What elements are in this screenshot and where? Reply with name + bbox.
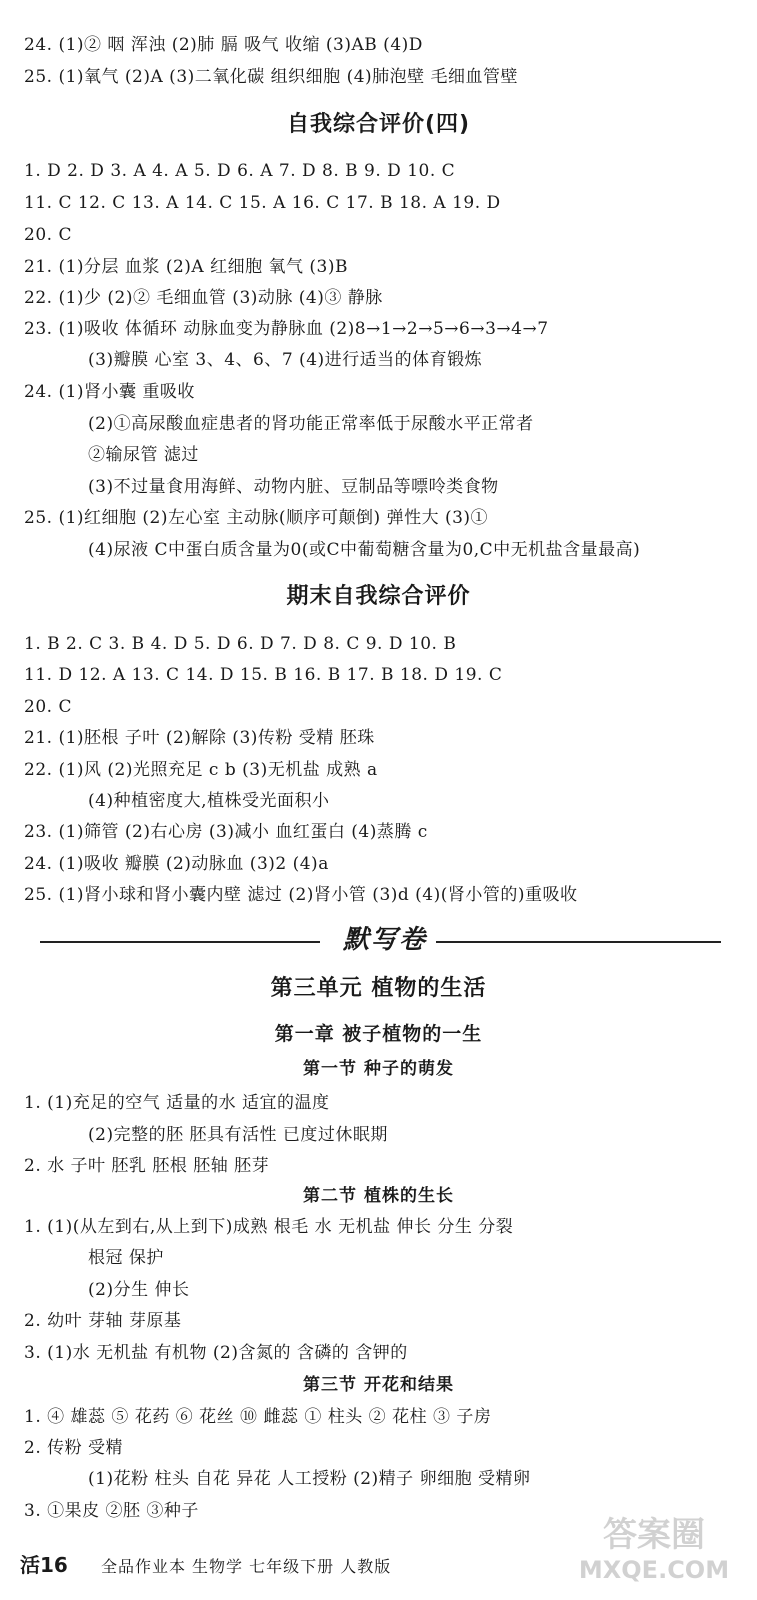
answer-line: 20. C [24,697,72,717]
section-divider [40,925,721,955]
answer-line: 22. (1)少 (2)② 毛细血管 (3)动脉 (4)③ 静脉 [24,288,383,308]
divider-line-left [40,941,320,943]
unit-title: 第三单元 植物的生活 [270,976,487,1001]
answer-line: 21. (1)分层 血浆 (2)A 红细胞 氧气 (3)B [24,257,348,277]
answer-line: (3)不过量食用海鲜、动物内脏、豆制品等嘌呤类食物 [88,477,499,497]
answer-line: 24. (1)② 咽 浑浊 (2)肺 膈 吸气 收缩 (3)AB (4)D [24,35,423,55]
divider-line-right [436,941,721,943]
subsection-title: 第一节 种子的萌发 [303,1059,454,1079]
answer-line: (2)①高尿酸血症患者的肾功能正常率低于尿酸水平正常者 [88,414,534,434]
answer-line: 1. (1)充足的空气 适量的水 适宜的温度 [24,1093,330,1113]
answer-line: 11. C 12. C 13. A 14. C 15. A 16. C 17. B 18. A 19. D [24,193,501,213]
subsection-title: 第三节 开花和结果 [303,1375,454,1395]
answer-line: 1. B 2. C 3. B 4. D 5. D 6. D 7. D 8. C 9. D 10. B [24,634,457,654]
answer-line: 20. C [24,225,72,245]
answer-line: (3)瓣膜 心室 3、4、6、7 (4)进行适当的体育锻炼 [88,350,483,370]
answer-line: 25. (1)肾小球和肾小囊内壁 滤过 (2)肾小管 (3)d (4)(肾小管的)重吸收 [24,885,578,905]
answer-line: (2)完整的胚 胚具有活性 已度过休眠期 [88,1125,388,1145]
watermark-bottom: MXQE.COM [578,1556,730,1584]
answer-line: 3. (1)水 无机盐 有机物 (2)含氮的 含磷的 含钾的 [24,1343,408,1363]
answer-line: 24. (1)肾小囊 重吸收 [24,382,195,402]
answer-line: 2. 幼叶 芽轴 芽原基 [24,1311,182,1331]
answer-line: (4)尿液 C中蛋白质含量为0(或C中葡萄糖含量为0,C中无机盐含量最高) [88,540,641,560]
answer-line: 11. D 12. A 13. C 14. D 15. B 16. B 17. B 18. D 19. C [24,665,503,685]
answer-line: 25. (1)红细胞 (2)左心室 主动脉(顺序可颠倒) 弹性大 (3)① [24,508,489,528]
book-info: 全品作业本 生物学 七年级下册 人教版 [100,1557,392,1576]
answer-line: 25. (1)氧气 (2)A (3)二氧化碳 组织细胞 (4)肺泡壁 毛细血管壁 [24,67,519,87]
answer-line: 1. D 2. D 3. A 4. A 5. D 6. A 7. D 8. B 9. D 10. C [24,161,456,181]
answer-line: 1. ④ 雄蕊 ⑤ 花药 ⑥ 花丝 ⑩ 雌蕊 ① 柱头 ② 花柱 ③ 子房 [24,1407,492,1427]
answer-line: 1. (1)(从左到右,从上到下)成熟 根毛 水 无机盐 伸长 分生 分裂 [24,1217,514,1237]
answer-line: 23. (1)筛管 (2)右心房 (3)减小 血红蛋白 (4)蒸腾 c [24,822,428,842]
section-title: 期末自我综合评价 [286,584,471,609]
answer-line: 根冠 保护 [88,1248,164,1268]
answer-line: 21. (1)胚根 子叶 (2)解除 (3)传粉 受精 胚珠 [24,728,375,748]
answer-line: ②输尿管 滤过 [88,445,199,465]
answer-line: 23. (1)吸收 体循环 动脉血变为静脉血 (2)8→1→2→5→6→3→4→7 [24,319,549,339]
answer-line: 22. (1)风 (2)光照充足 c b (3)无机盐 成熟 a [24,760,378,780]
answer-line: 2. 水 子叶 胚乳 胚根 胚轴 胚芽 [24,1156,270,1176]
page-number: 活16 [20,1553,68,1577]
subsection-title: 第二节 植株的生长 [303,1186,454,1206]
answer-line: (2)分生 伸长 [88,1280,190,1300]
watermark-logo [569,1508,739,1588]
section-title: 自我综合评价(四) [286,112,471,137]
answer-line: 2. 传粉 受精 [24,1438,124,1458]
answer-line: 24. (1)吸收 瓣膜 (2)动脉血 (3)2 (4)a [24,854,329,874]
answer-line: (4)种植密度大,植株受光面积小 [88,791,330,811]
watermark-top: 答案圈 [603,1515,705,1555]
divider-label: 默写卷 [342,925,427,955]
chapter-title: 第一章 被子植物的一生 [274,1023,483,1045]
answer-line: (1)花粉 柱头 自花 异花 人工授粉 (2)精子 卵细胞 受精卵 [88,1469,531,1489]
answer-line: 3. ①果皮 ②胚 ③种子 [24,1501,199,1521]
